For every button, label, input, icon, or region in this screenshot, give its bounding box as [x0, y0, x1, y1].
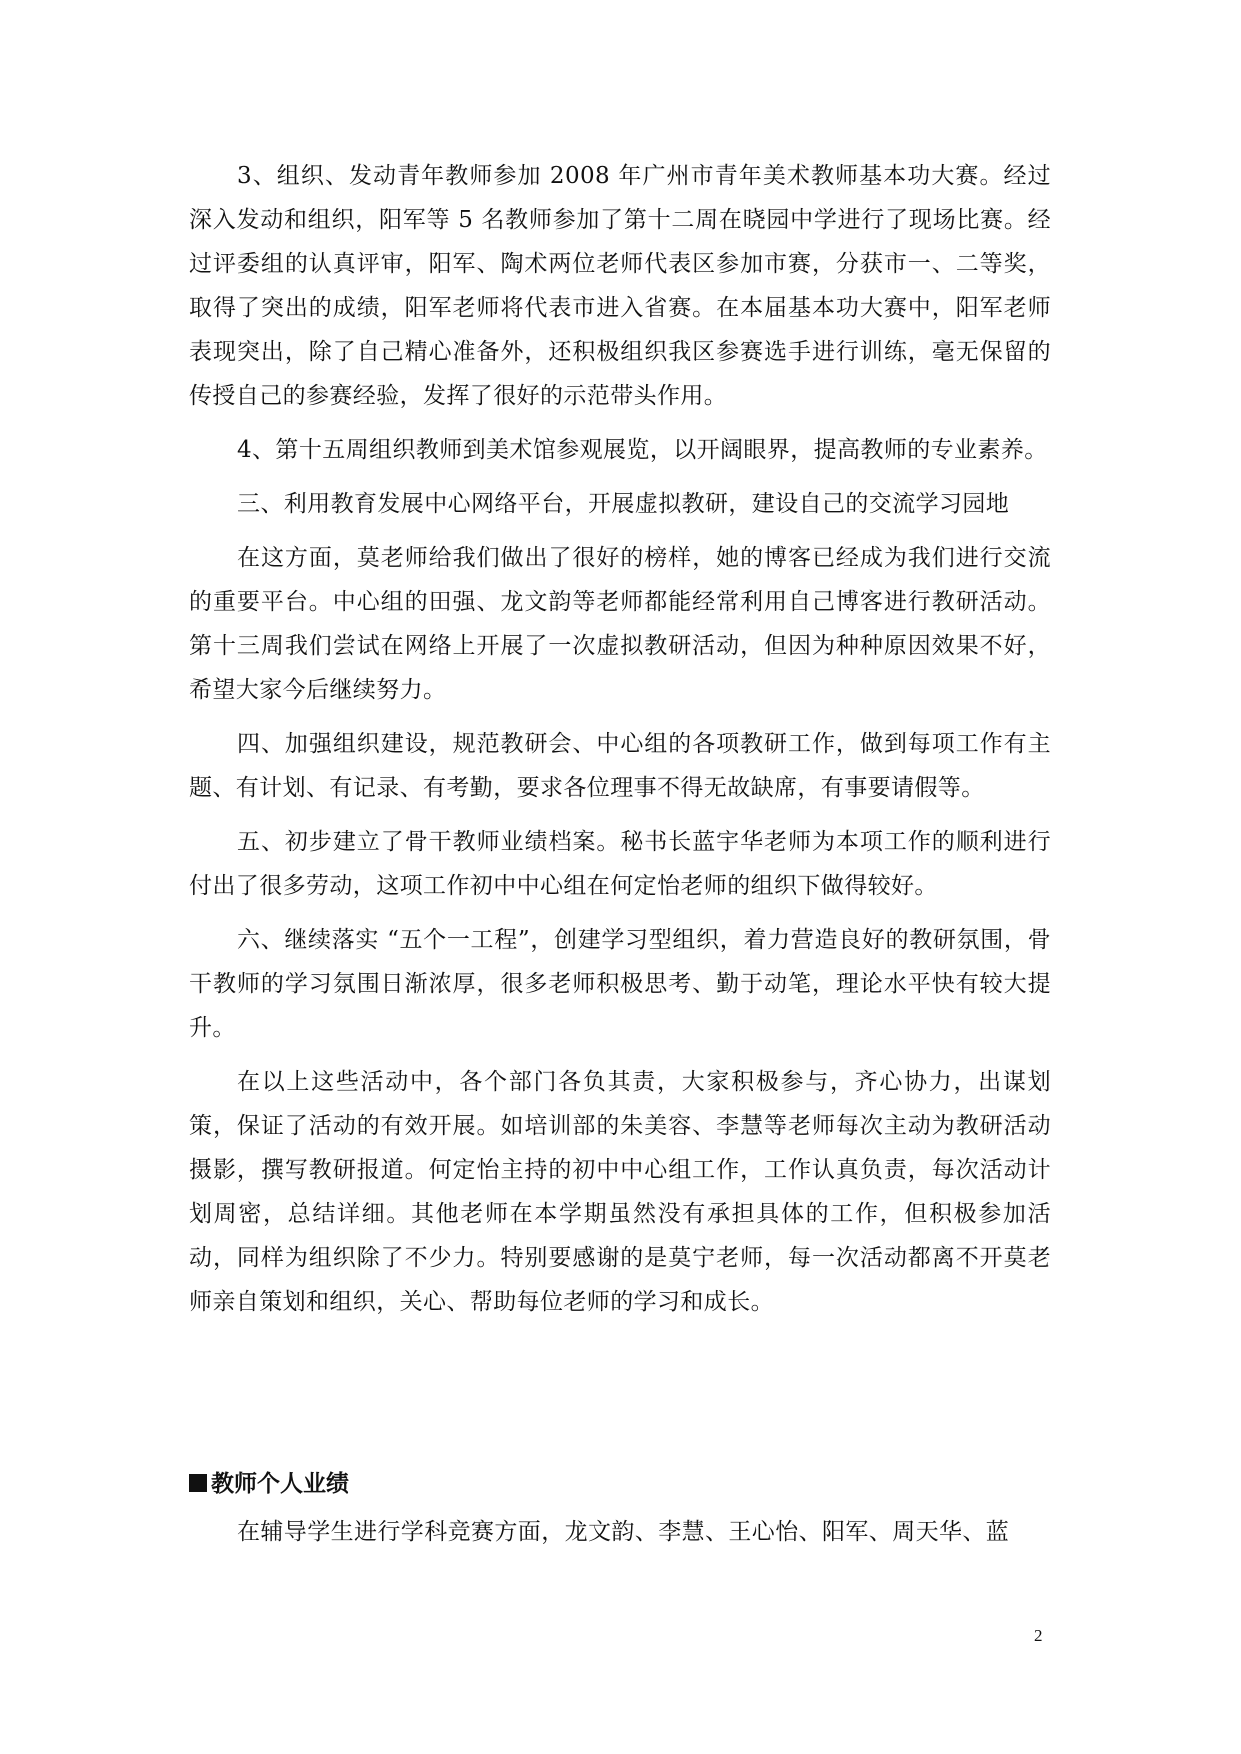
section-heading-text: 教师个人业绩 [211, 1471, 349, 1497]
paragraph-five-project: 六、继续落实 “五个一工程”，创建学习型组织，着力营造良好的教研氛围，骨干教师的学习氛围日渐浓厚，很多老师积极思考、勤于动笔，理论水平快有较大提升。 [189, 927, 1051, 1041]
paragraph-museum-visit: 4、第十五周组织教师到美术馆参观展览，以开阔眼界，提高教师的专业素养。 [237, 437, 1048, 463]
paragraph-summary: 在以上这些活动中，各个部门各负其责，大家积极参与，齐心协力，出谋划策，保证了活动的有效开展。如培训部的朱美容、李慧等老师每次主动为教研活动摄影，撰写教研报道。何定怡主持的初中中心组工作，工作认真负责，每次活动计划周密，总结详细。其他老师在本学期虽然没有承担具体的工作，但积极参加活动，同样为组织除了不少力。特别要感谢的是莫宁老师，每一次活动都离不开莫老师亲自策划和组织，关心、帮助每位老师的学习和成长。 [189, 1069, 1051, 1315]
section-body [189, 1510, 1051, 1554]
square-bullet-icon [189, 1474, 207, 1492]
paragraph-archive: 五、初步建立了骨干教师业绩档案。秘书长蓝宇华老师为本项工作的顺利进行付出了很多劳动，这项工作初中中心组在何定怡老师的组织下做得较好。 [189, 829, 1051, 899]
page-number: 2 [1034, 1626, 1043, 1645]
paragraph-competition: 3、组织、发动青年教师参加 2008 年广州市青年美术教师基本功大赛。经过深入发动和组织，阳军等 5 名教师参加了第十二周在晓园中学进行了现场比赛。经过评委组的认真评审，阳军、陶术两位老师代表区参加市赛，分获市一、二等奖，取得了突出的成绩，阳军老师将代表市进入省赛。在本届基本功大赛中，阳军老师表现突出，除了自己精心准备外，还积极组织我区参赛选手进行训练，毫无保留的传授自己的参赛经验，发挥了很好的示范带头作用。 [189, 163, 1051, 409]
paragraph-online-platform: 在这方面，莫老师给我们做出了很好的榜样，她的博客已经成为我们进行交流的重要平台。中心组的田强、龙文韵等老师都能经常利用自己博客进行教研活动。第十三周我们尝试在网络上开展了一次虚拟教研活动，但因为种种原因效果不好，希望大家今后继续努力。 [189, 545, 1051, 703]
body-text [189, 154, 1051, 1324]
paragraph-online-platform-title: 三、利用教育发展中心网络平台，开展虚拟教研，建设自己的交流学习园地 [237, 491, 1010, 517]
paragraph-organization: 四、加强组织建设，规范教研会、中心组的各项教研工作，做到每项工作有主题、有计划、有记录、有考勤，要求各位理事不得无故缺席，有事要请假等。 [189, 731, 1051, 801]
section-heading [189, 1462, 349, 1506]
paragraph-competition-guidance: 在辅导学生进行学科竞赛方面，龙文韵、李慧、王心怡、阳军、周天华、蓝 [237, 1519, 1010, 1545]
